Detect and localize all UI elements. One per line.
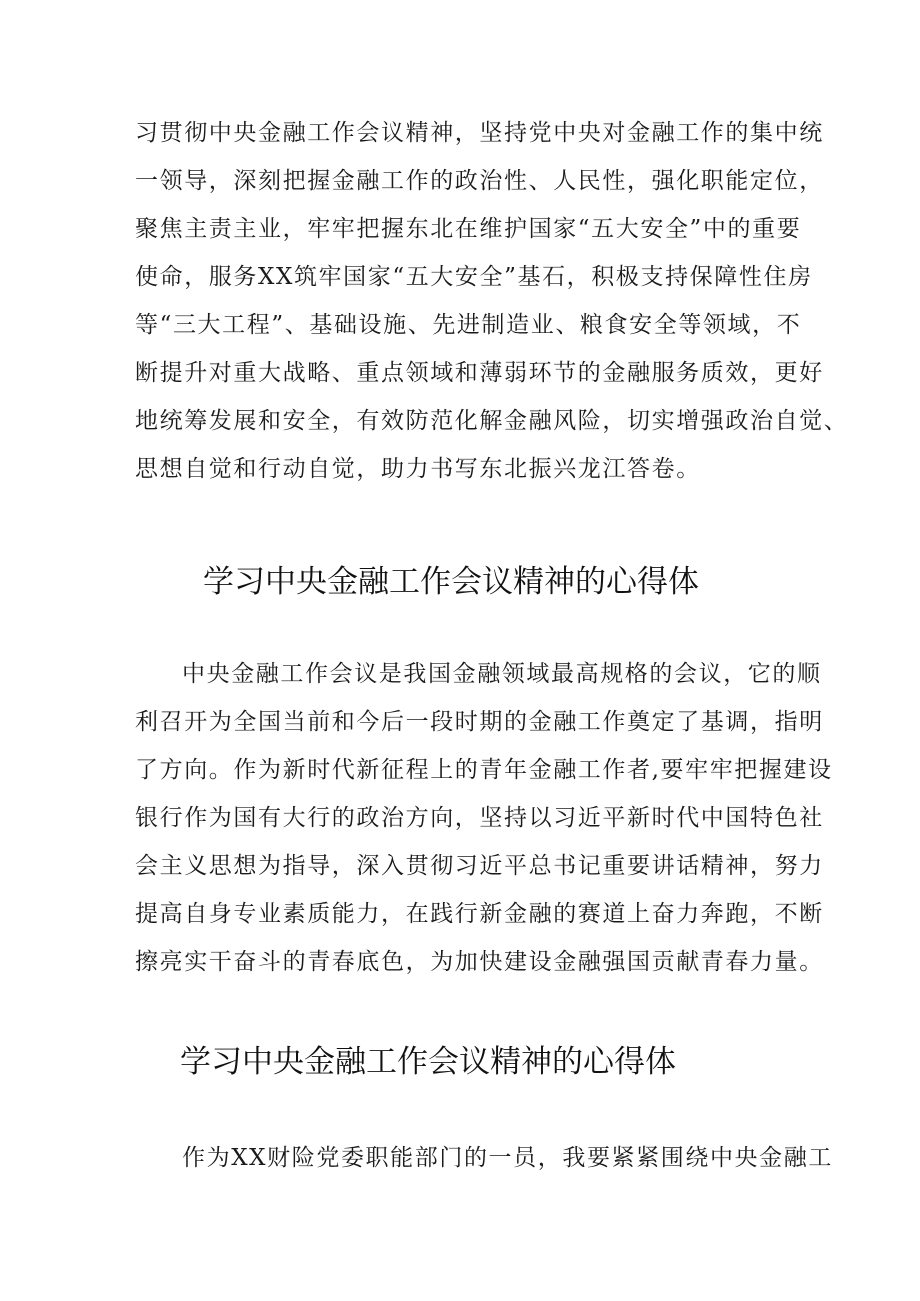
- paragraph-line: 利召开为全国当前和今后一段时期的金融工作奠定了基调，指明: [135, 709, 824, 735]
- paragraph-line: 会主义思想为指导，深入贯彻习近平总书记重要讲话精神，努力: [135, 853, 824, 879]
- paragraph-line: 作为XX财险党委职能部门的一员，我要紧紧围绕中央金融工: [182, 1145, 833, 1171]
- section-heading: 学习中央金融工作会议精神的心得体: [203, 564, 699, 600]
- paragraph-line: 擦亮实干奋斗的青春底色，为加快建设金融强国贡献青春力量。: [135, 949, 824, 975]
- paragraph-line: 提高自身专业素质能力，在践行新金融的赛道上奋力奔跑，不断: [135, 901, 824, 927]
- paragraph-line: 银行作为国有大行的政治方向，坚持以习近平新时代中国特色社: [135, 805, 824, 831]
- paragraph-line: 中央金融工作会议是我国金融领域最高规格的会议，它的顺: [182, 661, 822, 687]
- paragraph-line: 一领导，深刻把握金融工作的政治性、人民性，强化职能定位，: [135, 168, 824, 194]
- paragraph-line: 思想自觉和行动自觉，助力书写东北振兴龙江答卷。: [135, 456, 701, 482]
- paragraph-line: 地统筹发展和安全，有效防范化解金融风险，切实增强政治自觉、: [135, 408, 849, 434]
- paragraph-line: 使命，服务XX筑牢国家“五大安全”基石，积极支持保障性住房: [135, 264, 813, 290]
- section-heading: 学习中央金融工作会议精神的心得体: [180, 1044, 676, 1080]
- paragraph-line: 等“三大工程”、基础设施、先进制造业、粮食安全等领域，不: [135, 312, 802, 338]
- paragraph-line: 了方向。作为新时代新征程上的青年金融工作者,要牢牢把握建设: [135, 757, 833, 783]
- paragraph-line: 习贯彻中央金融工作会议精神，坚持党中央对金融工作的集中统: [135, 120, 824, 146]
- paragraph-line: 聚焦主责主业，牢牢把握东北在维护国家“五大安全”中的重要: [135, 216, 802, 242]
- paragraph-line: 断提升对重大战略、重点领域和薄弱环节的金融服务质效，更好: [135, 360, 824, 386]
